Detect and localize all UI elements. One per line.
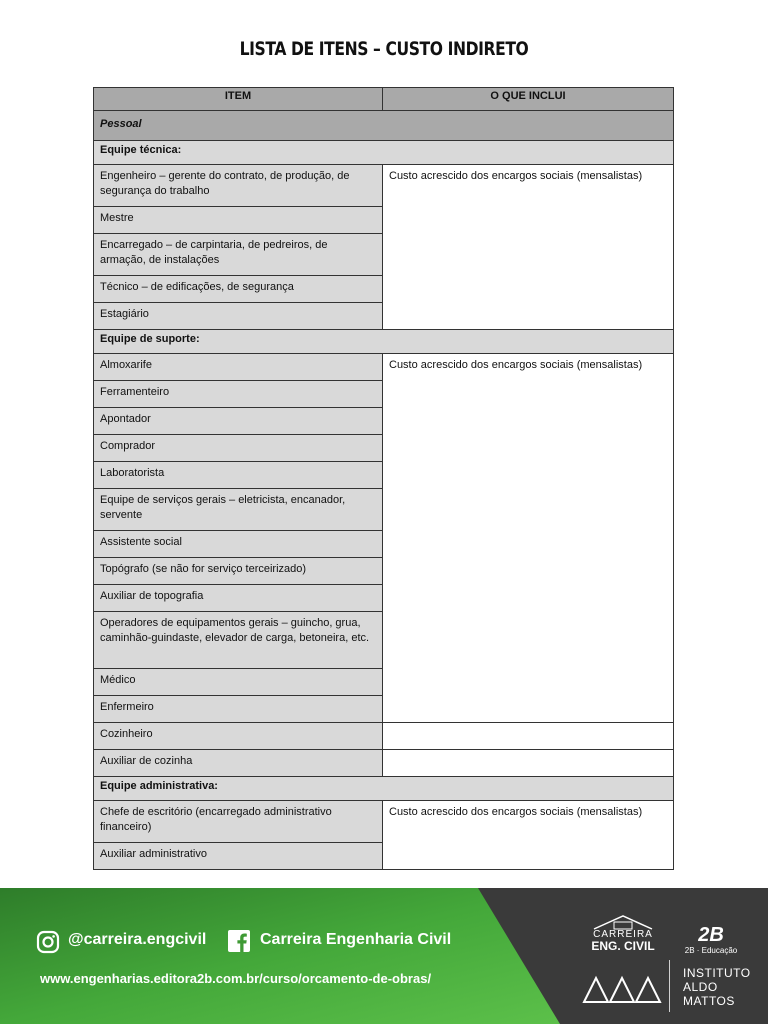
item-cell: Auxiliar de topografia [94,585,383,612]
house-roof-icon [590,914,656,930]
course-url-link[interactable]: www.engenharias.editora2b.com.br/curso/orcamento-de-obras/ [40,971,432,986]
logo-carreira-line2: ENG. CIVIL [591,939,655,953]
section-row [94,111,674,141]
item-cell: Equipe de serviços gerais – eletricista, encanador, servente [94,489,383,531]
group-row [94,141,674,165]
item-cell: Assistente social [94,531,383,558]
instituto-line3: MATTOS [683,994,735,1008]
instituto-aldo-mattos-logo-mark [582,974,662,1004]
item-cell: Cozinheiro [94,723,383,750]
table-header-row [94,88,674,111]
page-title: LISTA DE ITENS – CUSTO INDIRETO [239,38,529,60]
instituto-line1: INSTITUTO [683,966,751,980]
includes-cell-empty [383,723,674,750]
header-item: ITEM [94,88,383,111]
instituto-aldo-mattos-text [683,966,751,1008]
item-cell: Médico [94,669,383,696]
logo-divider [669,960,670,1012]
group-row [94,330,674,354]
logo-2b-subtitle: 2B · Educação [684,946,738,955]
group-label: Equipe de suporte: [94,330,674,354]
item-cell: Técnico – de edificações, de segurança [94,276,383,303]
group-row [94,777,674,801]
section-label: Pessoal [94,111,674,141]
instagram-icon [36,930,60,954]
item-cell: Auxiliar administrativo [94,843,383,870]
item-cell: Chefe de escritório (encarregado administrativo financeiro) [94,801,383,843]
item-cell: Laboratorista [94,462,383,489]
item-cell: Estagiário [94,303,383,330]
item-cell: Encarregado – de carpintaria, de pedreiros, de armação, de instalações [94,234,383,276]
instituto-line2: ALDO [683,980,718,994]
item-cell: Topógrafo (se não for serviço terceirizado) [94,558,383,585]
includes-cell: Custo acrescido dos encargos sociais (mensalistas) [383,354,674,723]
facebook-page[interactable]: Carreira Engenharia Civil [260,931,452,948]
item-cell: Engenheiro – gerente do contrato, de produção, de segurança do trabalho [94,165,383,207]
facebook-icon [227,929,251,953]
editora-2b-logo [676,924,746,956]
includes-cell-empty [383,750,674,777]
group-label: Equipe administrativa: [94,777,674,801]
carreira-eng-civil-logo [590,914,656,953]
item-cell: Almoxarife [94,354,383,381]
includes-cell: Custo acrescido dos encargos sociais (mensalistas) [383,165,674,330]
logo-2b-mark: 2B [698,924,724,946]
logo-carreira-line1: CARREIRA [593,929,653,940]
table-row [94,354,674,381]
item-cell: Ferramenteiro [94,381,383,408]
items-table [93,87,674,870]
table-row [94,801,674,843]
item-cell: Comprador [94,435,383,462]
table-row [94,723,674,750]
table-row [94,165,674,207]
includes-cell: Custo acrescido dos encargos sociais (mensalistas) [383,801,674,870]
item-cell: Enfermeiro [94,696,383,723]
item-cell: Operadores de equipamentos gerais – guincho, grua, caminhão-guindaste, elevador de carga, betoneira, etc. [94,612,383,669]
item-cell: Mestre [94,207,383,234]
header-includes: O QUE INCLUI [383,88,674,111]
instagram-handle[interactable]: @carreira.engcivil [68,931,207,948]
group-label: Equipe técnica: [94,141,674,165]
table-row [94,750,674,777]
item-cell: Apontador [94,408,383,435]
item-cell: Auxiliar de cozinha [94,750,383,777]
